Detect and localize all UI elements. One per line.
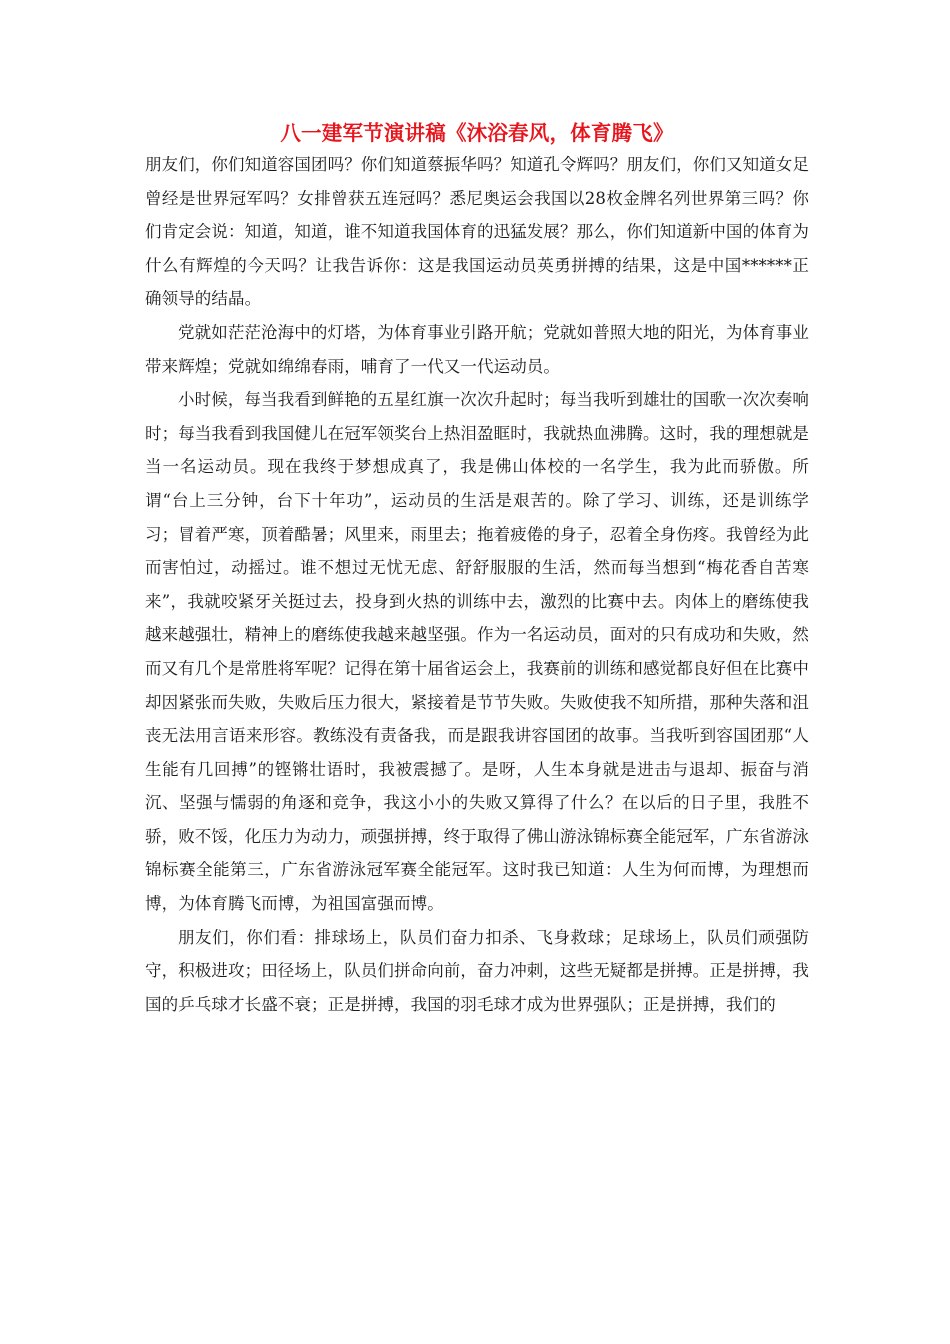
paragraph-4: 朋友们，你们看：排球场上，队员们奋力扣杀、飞身救球；足球场上，队员们顽强防守，积极进攻；田径场上，队员们拼命向前，奋力冲刺，这些无疑都是拼搏。正是拼搏，我国的乒乓球才长盛不衰；正是拼搏，我国的羽毛球才成为世界强队；正是拼搏，我们的 [145,927,809,1014]
document-title: 八一建军节演讲稿《沐浴春风，体育腾飞》 [280,121,674,145]
paragraph-1: 朋友们，你们知道容国团吗？你们知道蔡振华吗？知道孔令辉吗？朋友们，你们又知道女足曾经是世界冠军吗？女排曾获五连冠吗？悉尼奥运会我国以28枚金牌名列世界第三吗？你们肯定会说：知道，知道，谁不知道我国体育的迅猛发展？那么，你们知道新中国的体育为什么有辉煌的今天吗？让我告诉你：这是我国运动员英勇拼搏的结果，这是中国******正确领导的结晶。 [145,155,809,309]
paragraph-3: 小时候，每当我看到鲜艳的五星红旗一次次升起时；每当我听到雄壮的国歌一次次奏响时；每当我看到我国健儿在冠军领奖台上热泪盈眶时，我就热血沸腾。这时，我的理想就是当一名运动员。现在我终于梦想成真了，我是佛山体校的一名学生，我为此而骄傲。所谓“台上三分钟，台下十年功”，运动员的生活是艰苦的。除了学习、训练，还是训练学习；冒着严寒，顶着酷暑；风里来，雨里去；拖着疲倦的身子，忍着全身伤疼。我曾经为此而害怕过，动摇过。谁不想过无忧无虑、舒舒服服的生活，然而每当想到“梅花香自苦寒来”，我就咬紧牙关挺过去，投身到火热的训练中去，激烈的比赛中去。肉体上的磨练使我越来越强壮，精神上的磨练使我越来越坚强。作为一名运动员，面对的只有成功和失败，然而又有几个是常胜将军呢？记得在第十届省运会上，我赛前的训练和感觉都良好但在比赛中却因紧张而失败，失败后压力很大，紧接着是节节失败。失败使我不知所措，那种失落和沮丧无法用言语来形容。教练没有责备我，而是跟我讲容国团的故事。当我听到容国团那“人生能有几回搏”的铿锵壮语时，我被震撼了。是呀，人生本身就是进击与退却、振奋与消沉、坚强与懦弱的角逐和竞争，我这小小的失败又算得了什么？在以后的日子里，我胜不骄，败不馁，化压力为动力，顽强拼搏，终于取得了佛山游泳锦标赛全能冠军，广东省游泳锦标赛全能第三，广东省游泳冠军赛全能冠军。这时我已知道：人生为何而博，为理想而博，为体育腾飞而博，为祖国富强而博。 [145,390,809,914]
paragraph-2: 党就如茫茫沧海中的灯塔，为体育事业引路开航；党就如普照大地的阳光，为体育事业带来辉煌；党就如绵绵春雨，哺育了一代又一代运动员。 [145,322,809,376]
document-page [145,118,809,1021]
